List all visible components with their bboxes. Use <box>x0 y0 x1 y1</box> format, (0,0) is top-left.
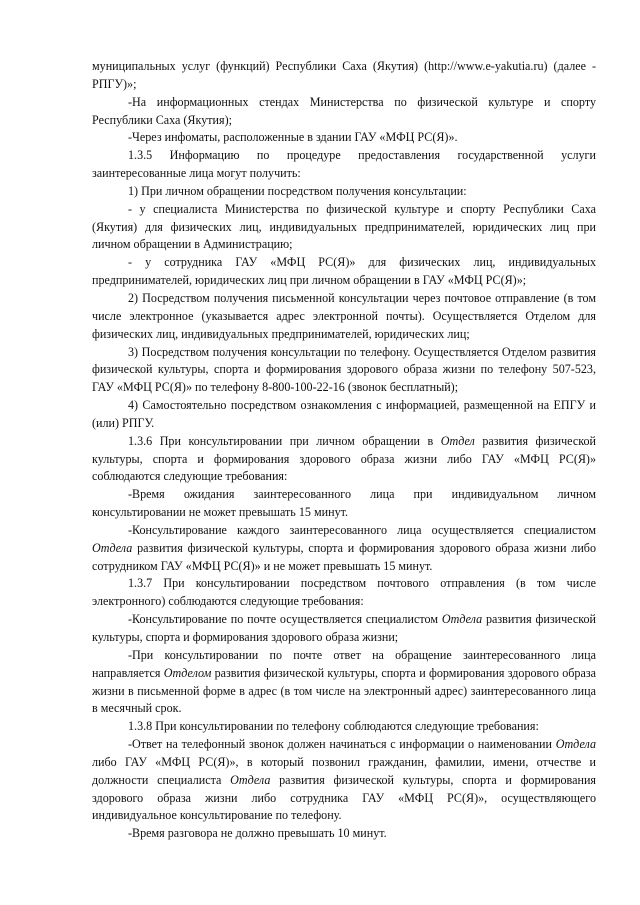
paragraph-mfc-employee: - у сотрудника ГАУ «МФЦ РС(Я)» для физических лиц, индивидуальных предпринимателей, юридических лиц при личном обращении в ГАУ «МФЦ РС(Я)»; <box>92 255 596 288</box>
paragraph-1-3-7: 1.3.7 При консультировании посредством почтового отправления (в том числе электронного) соблюдаются следующие требования: <box>92 576 596 609</box>
italic-department: Отделом <box>163 665 212 680</box>
paragraph-phone-consultation: 3) Посредством получения консультации по телефону. Осуществляется Отделом развития физической культуры, спорта и формирования здорового образа жизни по телефону 507-523, ГАУ «МФЦ РС(Я)» по телефону 8-800-100-22-16 (звонок бесплатный); <box>92 344 596 395</box>
paragraph-1-3-6: 1.3.6 При консультировании при личном обращении в Отдел развития физической культуры, спорта и формирования здорового образа жизни либо ГАУ «МФЦ РС(Я)» соблюдаются следующие требования: <box>92 433 597 484</box>
paragraph-personal-visit: 1) При личном обращении посредством получения консультации: <box>128 183 467 198</box>
paragraph-mail-response: -При консультировании по почте ответ на обращение заинтересованного лица направляется Отделом развития физической культуры, спорта и формирования здорового образа жизни в письменной форме в адрес (в том числе на электронный адрес) заинтересованного лица в месячный срок. <box>92 647 596 716</box>
paragraph-rpgu-continuation: муниципальных услуг (функций) Республики Саха (Якутия) (http://www.e-yakutia.ru) (далее - РПГУ)»; <box>92 59 596 91</box>
paragraph-written-consultation: 2) Посредством получения письменной консультации через почтовое отправление (в том числе электронное (указывается адрес электронной почты). Осуществляется Отделом для физических лиц, индивидуальных предпринимателей, юридических лиц; <box>92 290 596 341</box>
paragraph-1-3-8: 1.3.8 При консультировании по телефону соблюдаются следующие требования: <box>128 719 539 734</box>
italic-department: Отдел <box>440 433 475 448</box>
paragraph-info-stands: -На информационных стендах Министерства по физической культуре и спорту Республики Саха (Якутия); <box>92 94 596 127</box>
paragraph-phone-answer: -Ответ на телефонный звонок должен начинаться с информации о наименовании Отдела либо ГАУ «МФЦ РС(Я)», в который позвонил гражданин, фамилии, имени, отчестве и должности специалиста Отдела развития физической культуры, спорта и формирования здорового образа жизни либо сотрудника ГАУ «МФЦ РС(Я)», осуществляющего индивидуальное консультирование по телефону. <box>92 737 596 823</box>
paragraph-consultation-duration: -Консультирование каждого заинтересованного лица осуществляется специалистом Отдела развития физической культуры, спорта и формирования здорового образа жизни либо сотрудником ГАУ «МФЦ РС(Я)» и не может превышать 15 минут. <box>92 522 596 573</box>
paragraph-1-3-5: 1.3.5 Информацию по процедуре предоставления государственной услуги заинтересованные лица могут получить: <box>92 148 596 181</box>
paragraph-mail-consultation: -Консультирование по почте осуществляется специалистом Отдела развития физической культуры, спорта и формирования здорового образа жизни; <box>92 612 596 644</box>
paragraph-ministry-specialist: - у специалиста Министерства по физической культуре и спорту Республики Саха (Якутия) для физических лиц, индивидуальных предпринимателей, юридических лиц при личном обращении в Администрацию; <box>92 201 596 252</box>
paragraph-infomats: -Через инфоматы, расположенные в здании ГАУ «МФЦ РС(Я)». <box>128 130 458 145</box>
italic-department: Отдела <box>555 737 596 752</box>
paragraph-self-study: 4) Самостоятельно посредством ознакомления с информацией, размещенной на ЕПГУ и (или) РПГУ. <box>92 398 596 430</box>
italic-department: Отдела <box>441 612 483 627</box>
paragraph-waiting-time: -Время ожидания заинтересованного лица при индивидуальном личном консультировании не может превышать 15 минут. <box>92 487 596 520</box>
italic-department: Отдела <box>92 540 133 555</box>
italic-department: Отдела <box>230 772 271 787</box>
paragraph-call-duration: -Время разговора не должно превышать 10 минут. <box>128 826 387 841</box>
document-page <box>92 58 596 843</box>
